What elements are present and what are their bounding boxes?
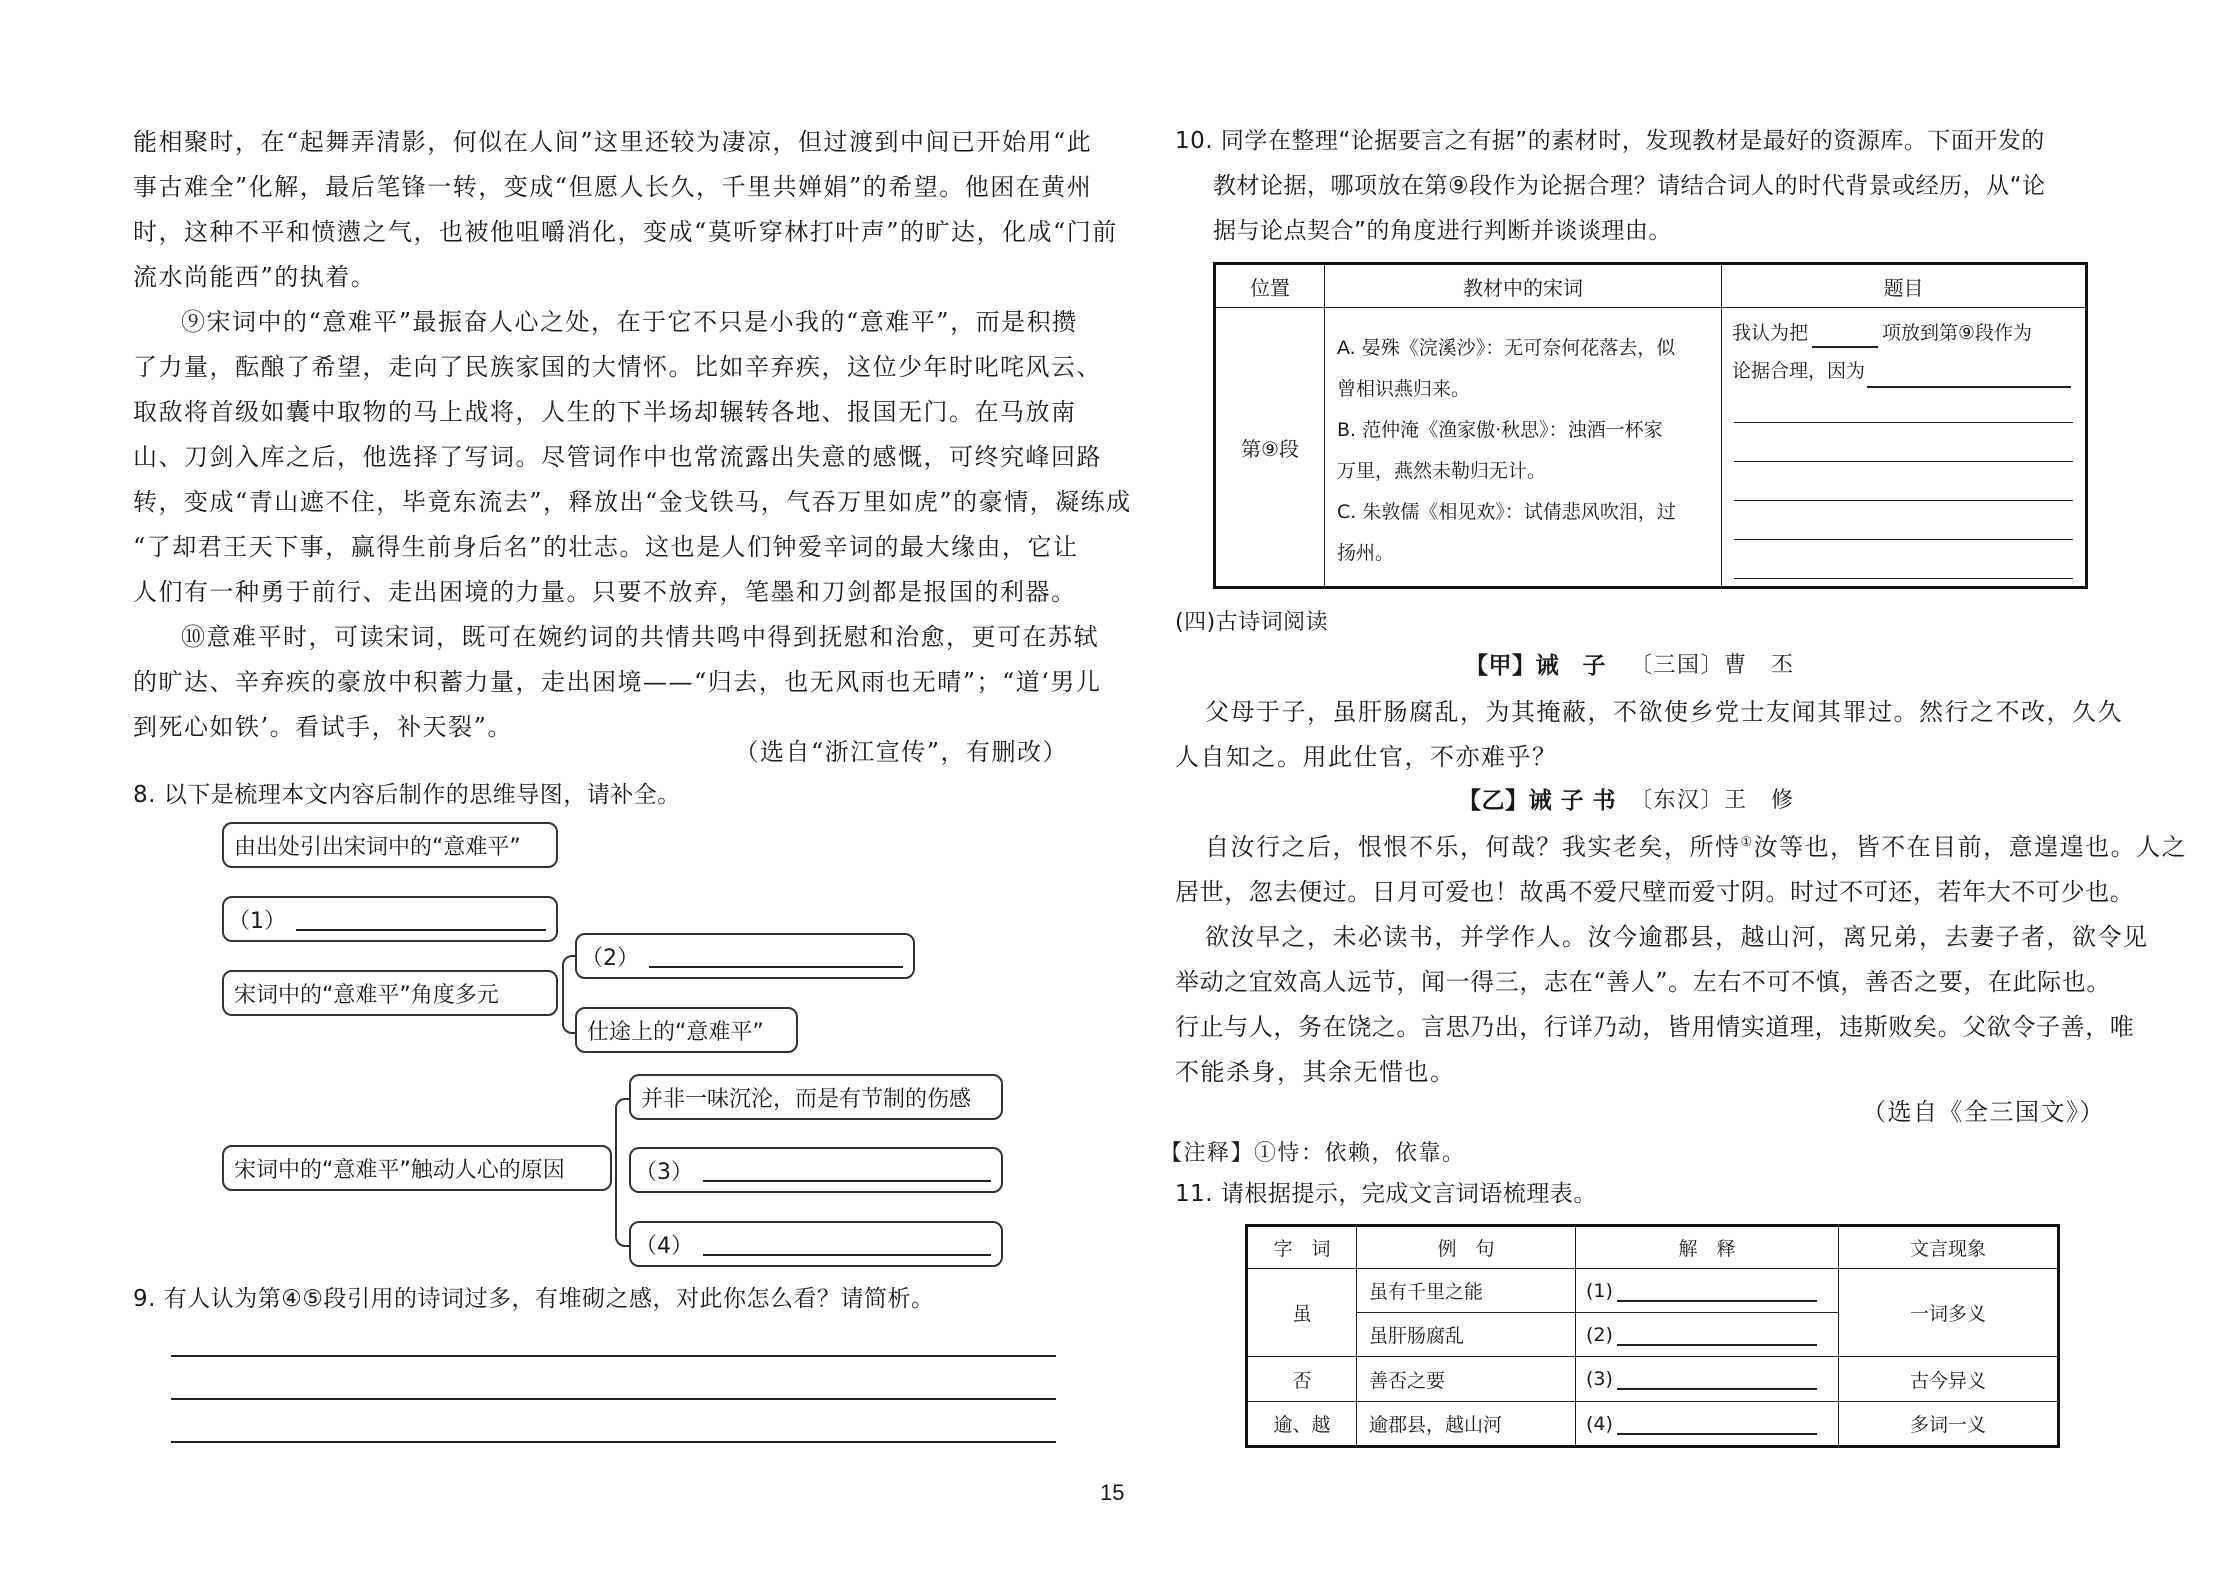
word-cell: 虽 <box>1247 1269 1357 1357</box>
question-9: 9. 有人认为第④⑤段引用的诗词过多，有堆砌之感，对此你怎么看？请简析。 <box>133 1286 935 1312</box>
mindmap-node-restraint <box>629 1074 1003 1120</box>
blank-label: (4) <box>1586 1412 1613 1435</box>
mindmap-node-origin <box>222 822 558 868</box>
answer-line[interactable] <box>1734 539 2073 540</box>
phenomenon-cell: 多词一义 <box>1839 1402 2059 1447</box>
question-10-line: 10. 同学在整理“论据要言之有据”的素材时，发现教材是最好的资源库。下面开发的 <box>1175 128 2045 154</box>
answer-line-2 <box>1722 354 2085 388</box>
paragraph-9-line: 了力量，酝酿了希望，走向了民族家国的大情怀。比如辛弃疾，这位少年时叱咤风云、 <box>133 353 1102 381</box>
poem-jia-title: 【甲】诫 子 <box>1465 653 1606 679</box>
answer-blank[interactable] <box>703 1158 991 1182</box>
table-row <box>1247 1269 2059 1313</box>
jia-text-line: 人自知之。用此仕官，不亦难乎？ <box>1175 743 1558 771</box>
word-cell: 逾、越 <box>1247 1402 1357 1447</box>
option-blank[interactable] <box>1812 328 1878 348</box>
mindmap-node-label: 并非一味沉沦，而是有节制的伤感 <box>641 1086 972 1112</box>
mindmap-node-label: 宋词中的“意难平”触动人心的原因 <box>234 1157 565 1183</box>
mindmap-node-blank-2[interactable] <box>575 933 915 979</box>
poems-cell <box>1325 308 1722 588</box>
answer-line[interactable] <box>171 1441 1056 1443</box>
poem-line: 曾相识燕归来。 <box>1337 378 1471 400</box>
phenomenon-cell: 一词多义 <box>1839 1269 2059 1357</box>
yi-text-line: 不能杀身，其余无惜也。 <box>1175 1058 1456 1086</box>
text-line: 时，这种不平和愤懑之气，也被他咀嚼消化，变成“莫听穿林打叶声”的旷达，化成“门前 <box>133 218 1118 246</box>
answer-cell[interactable] <box>1722 308 2087 588</box>
table-row <box>1247 1402 2059 1447</box>
reason-blank[interactable] <box>1867 368 2071 388</box>
blank-label: (2) <box>1586 1323 1613 1346</box>
mindmap-node-label: 仕途上的“意难平” <box>587 1019 764 1045</box>
answer-blank[interactable] <box>296 907 546 931</box>
poem-line: B. 范仲淹《渔家傲·秋思》：浊酒一杯家 <box>1337 419 1663 441</box>
paragraph-9-line: “了却君王天下事，赢得生前身后名”的壮志。这也是人们钟爱辛词的最大缘由，它让 <box>133 533 1079 561</box>
table-header: 教材中的宋词 <box>1325 264 1722 308</box>
yi-text: 汝等也，皆不在目前，意遑遑也。人之 <box>1753 833 2188 861</box>
poem-yi-title: 【乙】诫 子 书 <box>1458 788 1617 814</box>
answer-cell[interactable] <box>1576 1313 1839 1357</box>
poem-line: A. 晏殊《浣溪沙》：无可奈何花落去，似 <box>1337 337 1676 359</box>
poem-yi-author: 〔东汉〕王 修 <box>1630 788 1795 813</box>
page-number: 15 <box>1100 1480 1125 1505</box>
mindmap-node-label: 由出处引出宋词中的“意难平” <box>234 834 521 860</box>
evidence-table <box>1213 262 2088 589</box>
position-cell: 第⑨段 <box>1215 308 1325 588</box>
text-line: 能相聚时，在“起舞弄清影，何似在人间”这里还较为凄凉，但过渡到中间已开始用“此 <box>133 128 1093 156</box>
paragraph-9-line: ⑨宋词中的“意难平”最振奋人心之处，在于它不只是小我的“意难平”，而是积攒 <box>181 308 1078 336</box>
paragraph-10-line: 的旷达、辛弃疾的豪放中积蓄力量，走出困境——“归去，也无风雨也无晴”；“道‘男儿 <box>133 668 1102 696</box>
yi-text-line: 居世，忽去便过。日月可爱也！故禹不爱尺壁而爱寸阴。时过不可还，若年大不可少也。 <box>1175 878 2135 906</box>
answer-cell[interactable] <box>1576 1402 1839 1447</box>
question-10-line: 据与论点契合”的角度进行判断并谈谈理由。 <box>1213 218 1672 244</box>
poem-line: C. 朱敦儒《相见欢》：试倩悲风吹泪，过 <box>1337 501 1676 523</box>
phenomenon-cell: 古今异义 <box>1839 1357 2059 1402</box>
answer-line[interactable] <box>1734 461 2073 462</box>
example-cell: 虽肝肠腐乱 <box>1357 1313 1576 1357</box>
poem-jia-author: 〔三国〕曹 丕 <box>1630 653 1795 678</box>
answer-cell[interactable] <box>1576 1269 1839 1313</box>
answer-line[interactable] <box>1734 500 2073 501</box>
answer-line-1 <box>1722 318 2085 348</box>
answer-blank[interactable] <box>649 944 903 968</box>
answer-blank[interactable] <box>1617 1415 1817 1435</box>
blank-label: （1） <box>228 908 286 934</box>
mindmap-node-label: 宋词中的“意难平”角度多元 <box>234 982 499 1008</box>
table-header: 位置 <box>1215 264 1325 308</box>
yi-text-line <box>1205 833 2188 861</box>
footnote: 【注释】①恃：依赖，依靠。 <box>1160 1141 1466 1166</box>
table-header: 例 句 <box>1357 1226 1576 1269</box>
yi-text-line: 欲汝早之，未必读书，并学作人。汝今逾郡县，越山河，离兄弟，去妻子者，欲令见 <box>1205 923 2149 951</box>
question-8: 8. 以下是梳理本文内容后制作的思维导图，请补全。 <box>133 782 681 808</box>
blank-label: （4） <box>635 1233 693 1259</box>
section-heading: (四)古诗词阅读 <box>1175 610 1329 635</box>
answer-line[interactable] <box>171 1355 1056 1357</box>
example-cell: 善否之要 <box>1357 1357 1576 1402</box>
poem-line: 扬州。 <box>1337 542 1395 564</box>
answer-text: 论据合理，因为 <box>1732 360 1866 382</box>
blank-label: (1) <box>1586 1279 1613 1302</box>
paragraph-10-line: 到死心如铁’。看试手，补天裂”。 <box>133 713 513 741</box>
mindmap-node-blank-4[interactable] <box>629 1221 1003 1267</box>
source-citation: （选自《全三国文》） <box>1862 1098 2105 1126</box>
word-cell: 否 <box>1247 1357 1357 1402</box>
footnote-marker: ① <box>1740 835 1754 850</box>
paragraph-9-line: 山、刀剑入库之后，他选择了写词。尽管词作中也常流露出失意的感慨，可终究峰回路 <box>133 443 1102 471</box>
text-line: 事古难全”化解，最后笔锋一转，变成“但愿人长久，千里共婵娟”的希望。他困在黄州 <box>133 173 1093 201</box>
mindmap-brace <box>562 955 576 1034</box>
answer-line[interactable] <box>1734 578 2073 579</box>
answer-cell[interactable] <box>1576 1357 1839 1402</box>
table-row <box>1247 1357 2059 1402</box>
mindmap-node-blank-1[interactable] <box>222 896 558 942</box>
example-cell: 虽有千里之能 <box>1357 1269 1576 1313</box>
table-header: 文言现象 <box>1839 1226 2059 1269</box>
table-header: 解 释 <box>1576 1226 1839 1269</box>
example-cell: 逾郡县，越山河 <box>1357 1402 1576 1447</box>
vocabulary-table <box>1245 1224 2060 1448</box>
answer-blank[interactable] <box>703 1232 991 1256</box>
question-11: 11. 请根据提示，完成文言词语梳理表。 <box>1175 1181 1597 1207</box>
table-header: 字 词 <box>1247 1226 1357 1269</box>
paragraph-9-line: 转，变成“青山遮不住，毕竟东流去”，释放出“金戈铁马，气吞万里如虎”的豪情，凝练成 <box>133 488 1132 516</box>
mindmap-node-blank-3[interactable] <box>629 1147 1003 1193</box>
source-citation: （选自“浙江宣传”，有删改） <box>734 738 1068 766</box>
paragraph-9-line: 人们有一种勇于前行、走出困境的力量。只要不放弃，笔墨和刀剑都是报国的利器。 <box>133 578 1077 606</box>
yi-text-line: 行止与人，务在饶之。言思乃出，行详乃动，皆用情实道理，违斯败矣。父欲令子善，唯 <box>1175 1013 2135 1041</box>
answer-blank[interactable] <box>1617 1282 1817 1302</box>
mindmap-node-career <box>575 1007 798 1053</box>
answer-text: 我认为把 <box>1732 322 1809 344</box>
yi-text-line: 举动之宜效高人远节，闻一得三，志在“善人”。左右不可不慎，善否之要，在此际也。 <box>1175 968 2111 996</box>
jia-text-line: 父母于子，虽肝肠腐乱，为其掩蔽，不欲使乡党士友闻其罪过。然行之不改，久久 <box>1205 698 2123 726</box>
paragraph-10-line: ⑩意难平时，可读宋词，既可在婉约词的共情共鸣中得到抚慰和治愈，更可在苏轼 <box>181 623 1099 651</box>
table-header: 题目 <box>1722 264 2087 308</box>
poem-line: 万里，燕然未勒归无计。 <box>1337 460 1547 482</box>
answer-text: 项放到第⑨段作为 <box>1882 322 2033 344</box>
answer-line[interactable] <box>171 1398 1056 1400</box>
mindmap-node-reasons <box>222 1145 612 1191</box>
question-10-line: 教材论据，哪项放在第⑨段作为论据合理？请结合词人的时代背景或经历，从“论 <box>1213 173 2046 199</box>
yi-text: 自汝行之后，恨恨不乐，何哉？我实老矣，所恃 <box>1205 833 1741 861</box>
blank-label: (3) <box>1586 1368 1613 1390</box>
mindmap-node-angles <box>222 970 558 1016</box>
answer-line[interactable] <box>1734 422 2073 423</box>
blank-label: （3） <box>635 1159 693 1185</box>
paragraph-9-line: 取敌将首级如囊中取物的马上战将，人生的下半场却辗转各地、报国无门。在马放南 <box>133 398 1077 426</box>
blank-label: （2） <box>581 945 639 971</box>
text-line: 流水尚能西”的执着。 <box>133 263 377 291</box>
answer-blank[interactable] <box>1617 1370 1817 1390</box>
answer-blank[interactable] <box>1617 1326 1817 1346</box>
